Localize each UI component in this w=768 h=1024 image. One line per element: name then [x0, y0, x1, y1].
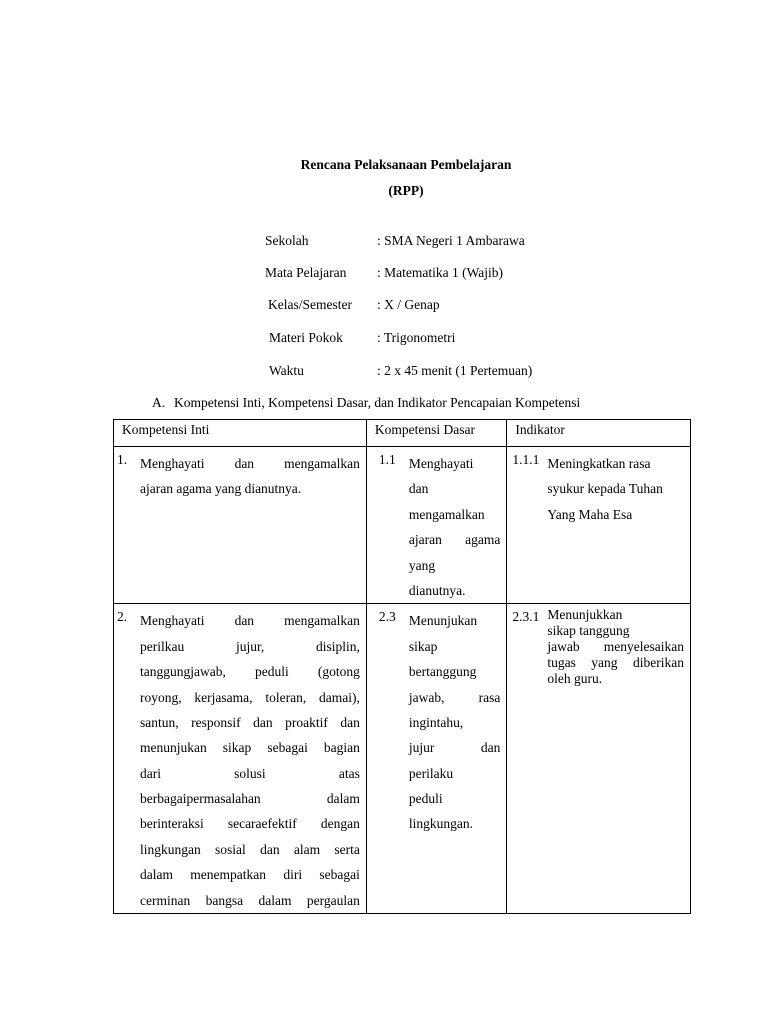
indikator-line: jawab menyelesaikan	[547, 639, 684, 655]
ki-line: dalam menempatkan diri sebagai	[140, 867, 360, 883]
indikator-cell	[507, 447, 691, 604]
header-cell-ki	[114, 420, 367, 447]
indikator-line: oleh guru.	[547, 671, 603, 687]
label-waktu: Waktu	[269, 363, 304, 378]
header-indikator: Indikator	[515, 422, 565, 437]
indikator-line: tugas yang diberikan	[547, 655, 684, 671]
table-header-row	[114, 420, 691, 447]
kd-line: mengamalkan	[408, 506, 485, 522]
indikator-line: sikap tanggung	[547, 623, 630, 639]
header-cell-indikator	[507, 420, 691, 447]
value-mata-pelajaran: : Matematika 1 (Wajib)	[377, 265, 503, 280]
section-heading-text: Kompetensi Inti, Kompetensi Dasar, dan Indikator Pencapaian Kompetensi	[174, 395, 581, 410]
indikator-number: 1.1.1	[512, 452, 540, 467]
kd-line: Menghayati	[408, 456, 474, 471]
ki-line: berinteraksi secaraefektif dengan	[140, 816, 360, 832]
kd-line: dianutnya.	[408, 582, 466, 598]
ki-line: tanggungjawab, peduli (gotong	[140, 664, 360, 680]
kd-line: peduli	[408, 791, 443, 807]
kd-line: lingkungan.	[408, 816, 473, 832]
label-kelas-semester: Kelas/Semester	[268, 297, 352, 312]
ki-number: 2.	[117, 609, 128, 625]
document-title: Rencana Pelaksanaan Pembelajaran	[300, 157, 512, 172]
ki-line: menunjukan sikap sebagai bagian	[140, 740, 360, 756]
ki-line: santun, responsif dan proaktif dan	[140, 714, 360, 730]
kd-line: ingintahu,	[408, 714, 464, 730]
indikator-line: Menunjukkan	[547, 607, 623, 623]
ki-line: perilkau jujur, disiplin,	[140, 638, 360, 654]
kd-line: sikap	[408, 638, 438, 654]
header-cell-kd	[366, 420, 506, 447]
ki-line: dari solusi atas	[140, 765, 360, 781]
kd-line: dan	[408, 481, 429, 497]
value-waktu: : 2 x 45 menit (1 Pertemuan)	[377, 363, 533, 378]
ki-cell	[114, 604, 367, 914]
indikator-line: Meningkatkan rasa	[547, 456, 651, 471]
kd-line: jawab, rasa	[408, 689, 501, 705]
kd-number: 1.1	[378, 452, 396, 467]
kd-cell	[366, 604, 506, 914]
kd-line: yang	[408, 557, 436, 573]
indikator-cell	[507, 604, 691, 914]
header-ki: Kompetensi Inti	[122, 422, 210, 437]
document-subtitle: (RPP)	[388, 183, 424, 198]
kd-line: Menunjukan	[408, 613, 478, 629]
section-letter: A.	[152, 395, 166, 410]
kd-line: bertanggung	[408, 664, 477, 680]
ki-number: 1.	[117, 452, 128, 467]
label-mata-pelajaran: Mata Pelajaran	[265, 265, 347, 280]
indikator-line: Yang Maha Esa	[547, 506, 633, 522]
section-heading	[152, 395, 580, 411]
kd-line: jujur dan	[408, 740, 501, 756]
table-row	[114, 604, 691, 914]
value-kelas-semester: : X / Genap	[377, 297, 440, 312]
ki-line: lingkungan sosial dan alam serta	[140, 841, 360, 857]
ki-line: royong, kerjasama, toleran, damai),	[140, 689, 360, 705]
ki-line: cerminan bangsa dalam pergaulan	[140, 892, 360, 908]
indikator-number: 2.3.1	[512, 609, 540, 625]
value-materi-pokok: : Trigonometri	[377, 330, 456, 345]
kd-line: perilaku	[408, 765, 454, 781]
ki-cell	[114, 447, 367, 604]
kd-cell	[366, 447, 506, 604]
ki-line: Menghayati dan mengamalkan	[140, 613, 360, 629]
ki-line: berbagaipermasalahan dalam	[140, 791, 360, 807]
indikator-line: syukur kepada Tuhan	[547, 481, 663, 497]
ki-line: Menghayati dan mengamalkan	[140, 456, 360, 471]
ki-line: ajaran agama yang dianutnya.	[140, 481, 302, 497]
competency-table	[113, 419, 691, 914]
header-kd: Kompetensi Dasar	[374, 422, 475, 437]
kd-line: ajaran agama	[408, 532, 501, 548]
kd-number: 2.3	[378, 609, 396, 625]
label-sekolah: Sekolah	[265, 233, 309, 248]
label-materi-pokok: Materi Pokok	[269, 330, 343, 345]
table-row	[114, 447, 691, 604]
value-sekolah: : SMA Negeri 1 Ambarawa	[377, 233, 525, 248]
